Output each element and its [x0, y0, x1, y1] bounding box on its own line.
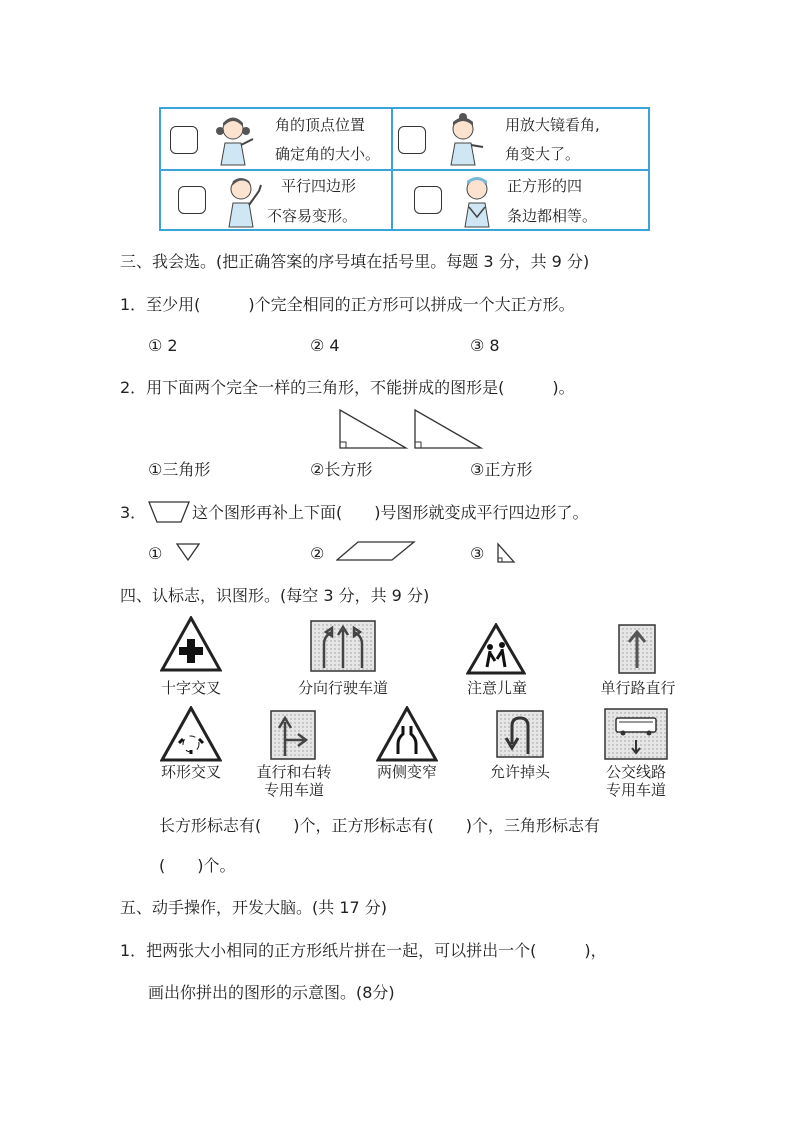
q2-option-1: ①三角形 — [148, 460, 211, 479]
sign-label-8: 允许掉头 — [489, 763, 550, 781]
sign-label-2: 分向行驶车道 — [297, 679, 388, 697]
statement-3-line2: 不容易变形。 — [267, 207, 358, 225]
trapezoid-shape-icon — [148, 500, 190, 524]
statement-2-line1: 用放大镜看角, — [505, 116, 600, 134]
answer-box-4[interactable] — [414, 186, 442, 214]
boy-figure-icon — [457, 173, 501, 229]
girl-figure-icon — [211, 113, 259, 167]
statement-3-line1: 平行四边形 — [281, 177, 357, 195]
roundabout-triangle-sign-icon — [160, 706, 222, 762]
sign-label-6-line1: 直行和右转 — [256, 763, 332, 781]
q1-option-3: ③ 8 — [470, 336, 500, 355]
q2-option-3: ③正方形 — [470, 460, 533, 479]
statement-2-line2: 角变大了。 — [505, 145, 581, 163]
sign-label-3: 注意儿童 — [466, 679, 527, 697]
straight-right-lane-sign-icon — [270, 710, 316, 760]
q1-option-1: ① 2 — [148, 336, 178, 355]
section4-answer-line2: ( )个。 — [159, 856, 236, 875]
judgement-table — [159, 107, 650, 231]
sign-label-6-line2: 专用车道 — [263, 781, 324, 799]
children-triangle-sign-icon — [466, 623, 526, 675]
u-turn-square-sign-icon — [496, 710, 544, 758]
q3-option-1: ① — [148, 544, 163, 563]
question-3-2: 2．用下面两个完全一样的三角形，不能拼成的图形是( )。 — [120, 378, 575, 397]
boy-figure-icon — [221, 173, 269, 229]
bus-lane-rectangle-sign-icon — [604, 708, 668, 760]
q3-option-3: ③ — [470, 544, 485, 563]
road-narrows-triangle-sign-icon — [376, 706, 438, 762]
sign-label-7: 两侧变窄 — [376, 763, 437, 781]
question-3-3: 这个图形再补上下面( )号图形就变成平行四边形了。 — [192, 503, 589, 522]
right-triangle-shape-icon — [496, 542, 516, 564]
statement-4-line1: 正方形的四 — [507, 177, 583, 195]
section5-heading: 五、动手操作，开发大脑。(共 17 分) — [120, 898, 388, 917]
sign-label-9-line2: 专用车道 — [605, 781, 666, 799]
answer-box-2[interactable] — [398, 126, 426, 154]
split-lane-rectangle-sign-icon — [310, 620, 376, 672]
girl-figure-icon — [441, 113, 489, 167]
statement-1-line2: 确定角的大小。 — [275, 145, 381, 163]
one-way-rectangle-sign-icon — [618, 624, 656, 674]
inverted-triangle-icon — [176, 542, 200, 562]
parallelogram-shape-icon — [336, 540, 416, 562]
crossroads-triangle-sign-icon — [160, 616, 222, 672]
sign-label-5: 环形交叉 — [160, 763, 221, 781]
answer-box-3[interactable] — [178, 186, 206, 214]
q1-option-2: ② 4 — [310, 336, 340, 355]
answer-box-1[interactable] — [170, 126, 198, 154]
section4-heading: 四、认标志，识图形。(每空 3 分，共 9 分) — [120, 586, 430, 605]
question-3-1: 1．至少用( )个完全相同的正方形可以拼成一个大正方形。 — [120, 295, 575, 314]
question-3-3-number: 3． — [120, 503, 147, 522]
question-5-1-line1: 1．把两张大小相同的正方形纸片拼在一起，可以拼出一个( )， — [120, 941, 607, 960]
section4-answer-line1: 长方形标志有( )个，正方形标志有( )个，三角形标志有 — [159, 816, 600, 835]
two-right-triangles-figure — [338, 408, 484, 450]
statement-1-line1: 角的顶点位置 — [275, 116, 366, 134]
sign-label-4: 单行路直行 — [600, 679, 676, 697]
section3-heading: 三、我会选。(把正确答案的序号填在括号里。每题 3 分，共 9 分) — [120, 252, 590, 271]
q2-option-2: ②长方形 — [310, 460, 373, 479]
sign-label-9-line1: 公交线路 — [605, 763, 666, 781]
sign-label-1: 十字交叉 — [160, 679, 221, 697]
statement-4-line2: 条边都相等。 — [507, 207, 598, 225]
question-5-1-line2: 画出你拼出的图形的示意图。(8分) — [148, 983, 395, 1002]
q3-option-2: ② — [310, 544, 325, 563]
